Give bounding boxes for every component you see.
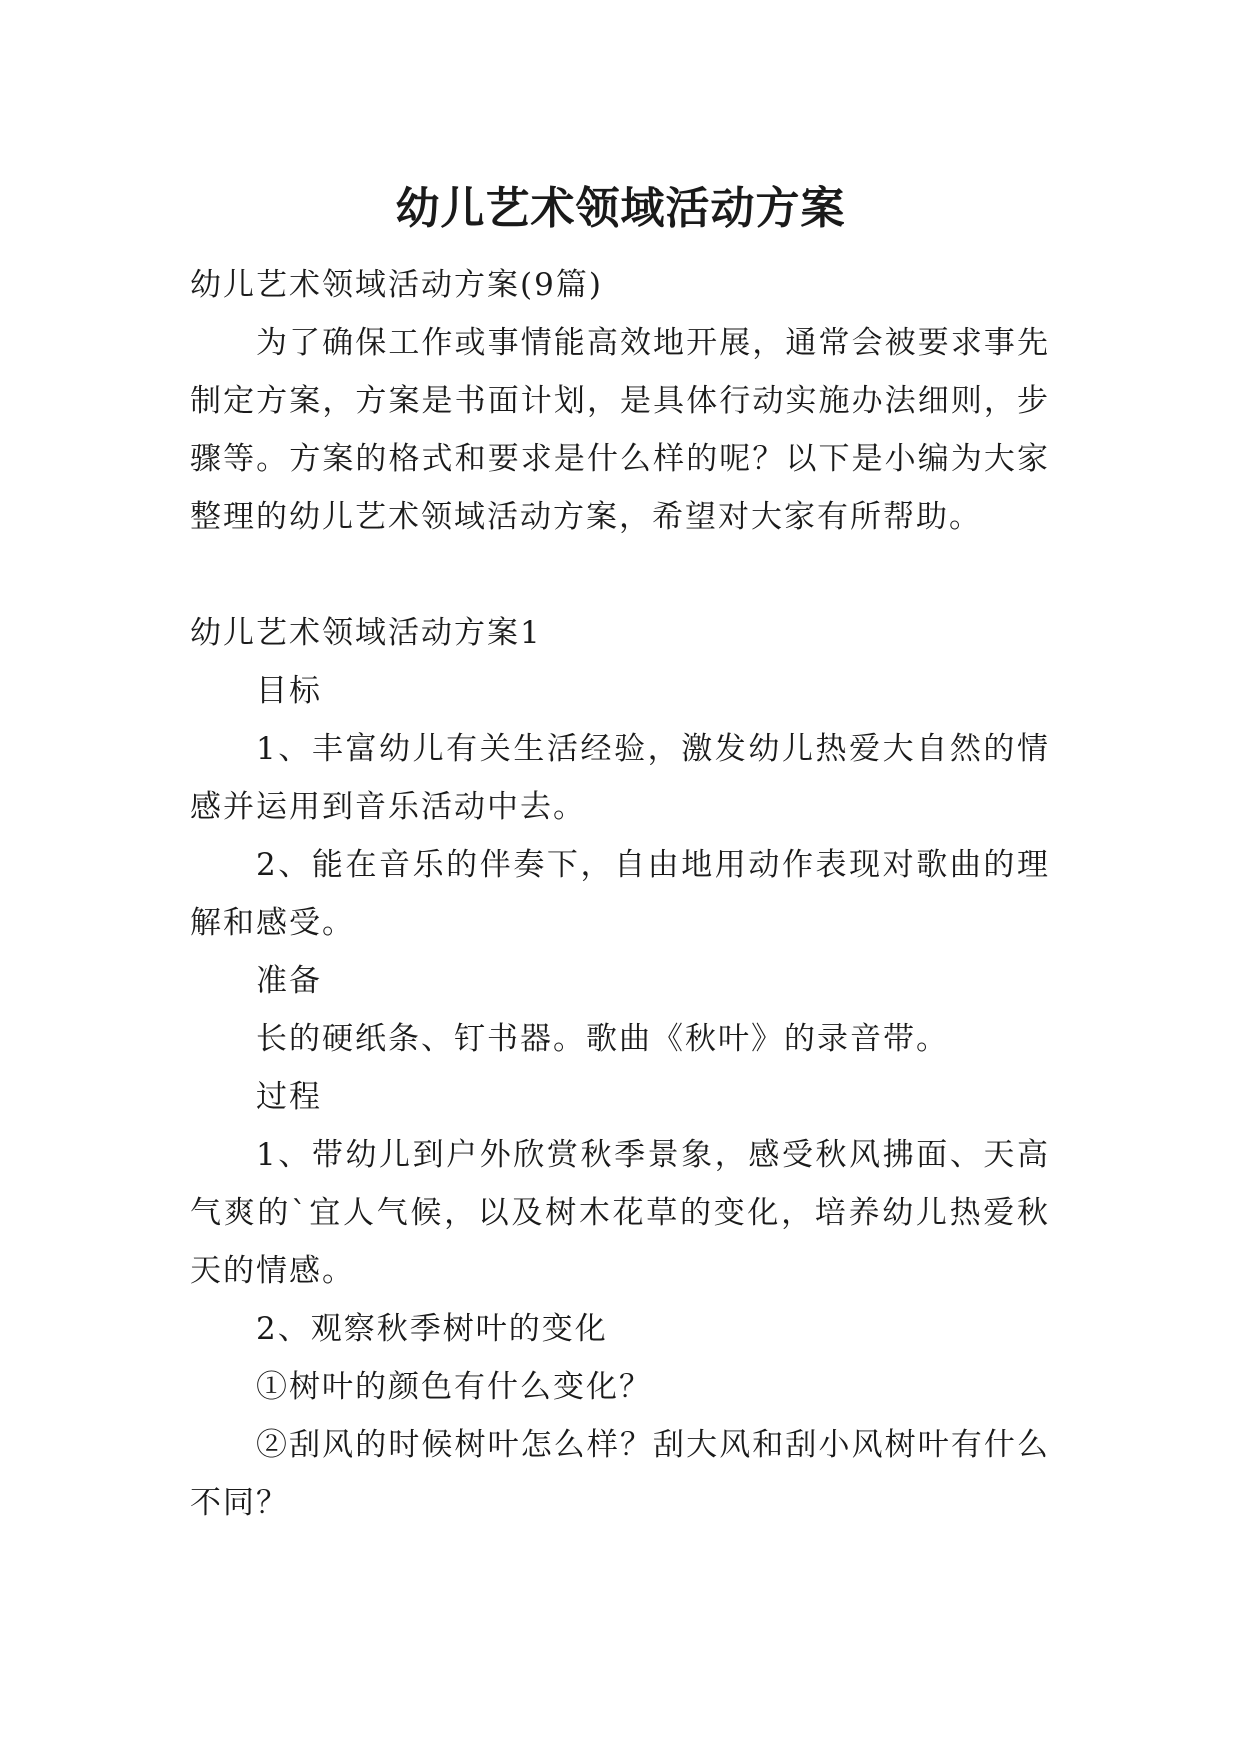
process-item-2: 2、观察秋季树叶的变化	[256, 1311, 608, 1347]
document-title: 幼儿艺术领域活动方案	[395, 183, 846, 235]
process-item-1: 1、带幼儿到户外欣赏秋季景象，感受秋风拂面、天高气爽的`宜人气候，以及树木花草的变化，培养幼儿热爱秋天的情感。	[190, 1137, 1050, 1289]
goal-item-1: 1、丰富幼儿有关生活经验，激发幼儿热爱大自然的情感并运用到音乐活动中去。	[190, 731, 1050, 825]
process-label: 过程	[256, 1079, 322, 1115]
document-subtitle: 幼儿艺术领域活动方案(9篇)	[190, 267, 603, 303]
intro-paragraph: 为了确保工作或事情能高效地开展，通常会被要求事先制定方案，方案是书面计划，是具体行动实施办法细则，步骤等。方案的格式和要求是什么样的呢？以下是小编为大家整理的幼儿艺术领域活动方案，希望对大家有所帮助。	[190, 325, 1050, 535]
question-1: ①树叶的颜色有什么变化？	[256, 1369, 652, 1405]
prep-text: 长的硬纸条、钉书器。歌曲《秋叶》的录音带。	[256, 1021, 949, 1057]
document-body	[190, 256, 1050, 1532]
prep-label: 准备	[256, 963, 322, 999]
goal-label: 目标	[256, 673, 322, 709]
goal-item-2: 2、能在音乐的伴奏下，自由地用动作表现对歌曲的理解和感受。	[190, 847, 1050, 941]
paragraph-gap	[190, 546, 1050, 604]
section-heading: 幼儿艺术领域活动方案1	[190, 615, 542, 651]
question-2: ②刮风的时候树叶怎么样？刮大风和刮小风树叶有什么不同？	[190, 1427, 1050, 1521]
